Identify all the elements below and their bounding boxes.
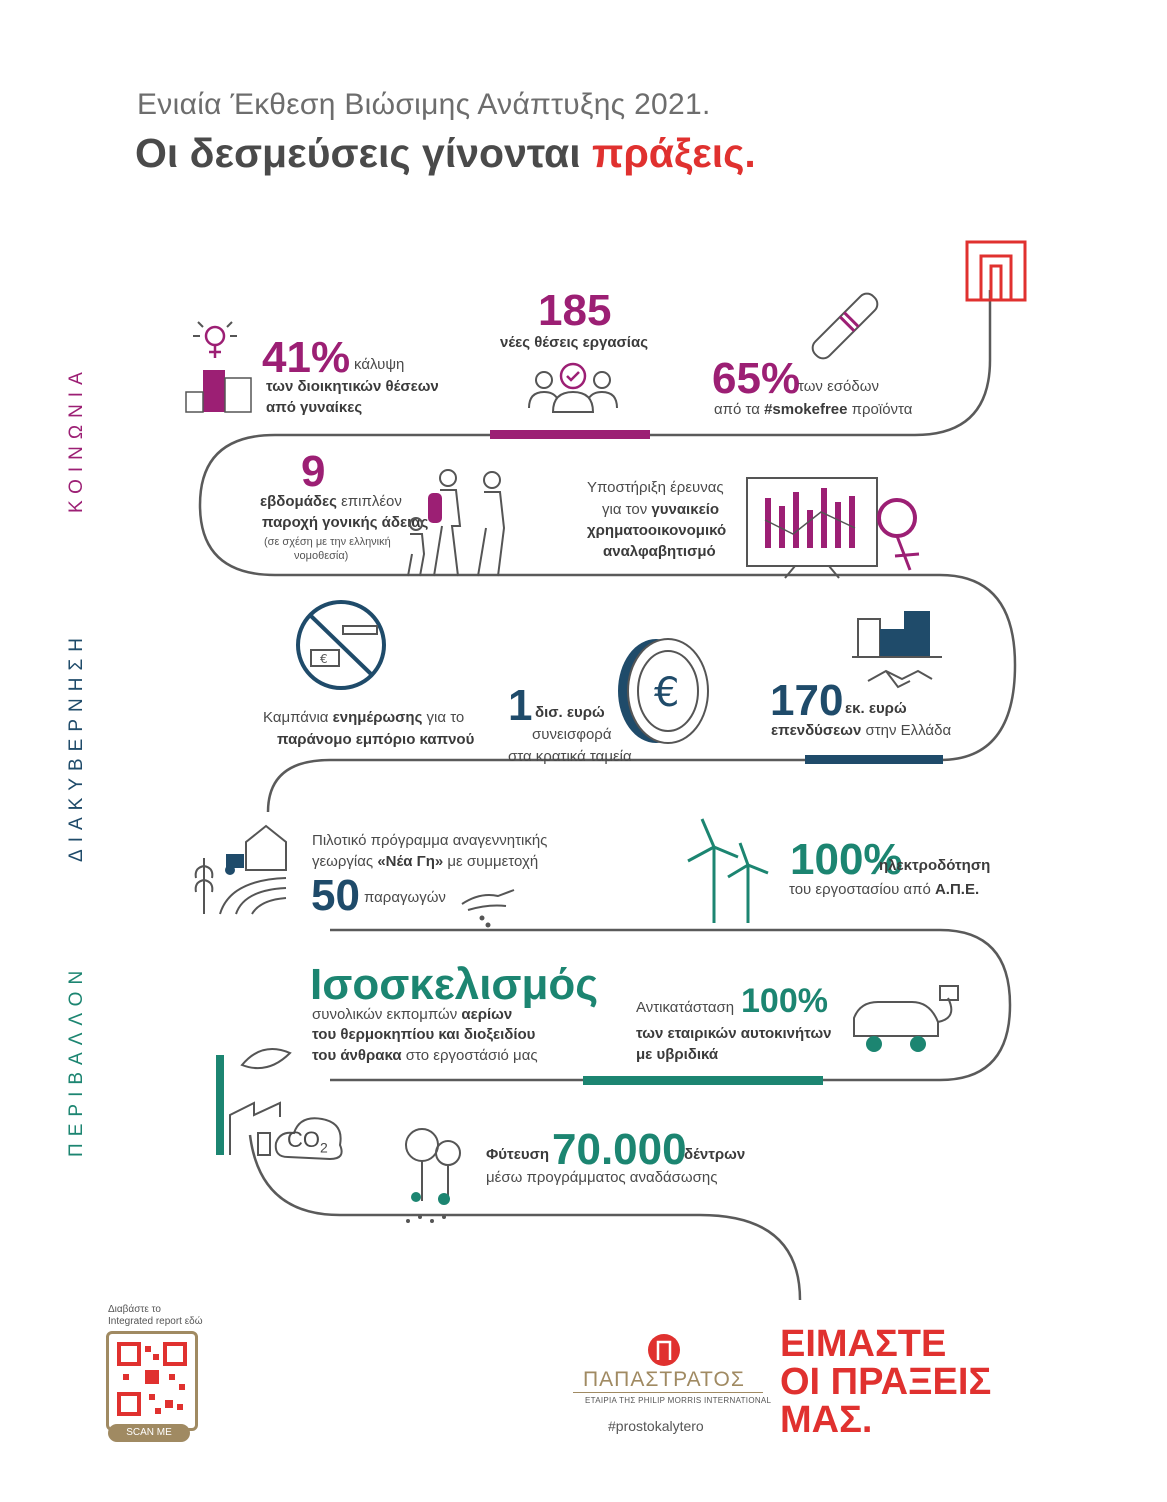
brand-name: ΠΑΠΑΣΤΡΑΤΟΣ bbox=[583, 1368, 745, 1391]
agri-line1: Πιλοτικό πρόγραμμα αναγεννητικής bbox=[312, 832, 548, 849]
svg-text:€: € bbox=[654, 670, 680, 716]
papastratos-logo-icon bbox=[965, 240, 1027, 302]
page-title bbox=[135, 130, 756, 177]
scan-me-button[interactable]: SCAN ME bbox=[108, 1424, 190, 1442]
no-illegal-trade-icon bbox=[293, 598, 393, 693]
brand-divider bbox=[573, 1392, 763, 1393]
papastratos-emblem-icon bbox=[647, 1332, 681, 1368]
women-stat-line3: από γυναίκες bbox=[266, 399, 363, 416]
leave-note-line2: νομοθεσία) bbox=[294, 550, 349, 562]
family-walking-icon bbox=[400, 468, 515, 580]
section-label-society: ΚΟΙΝΩΝΙΑ bbox=[66, 365, 87, 513]
contribution-line2: συνεισφορά bbox=[532, 726, 612, 743]
people-check-icon bbox=[527, 360, 619, 416]
brand-subline: ΕΤΑΙΡΙΑ ΤΗΣ PHILIP MORRIS INTERNATIONAL bbox=[585, 1396, 772, 1405]
offset-line3: του άνθρακα στο εργοστάσιό μας bbox=[312, 1047, 538, 1064]
cars-line1: Αντικατάσταση bbox=[636, 999, 735, 1016]
slogan-line2: ΟΙ ΠΡΑΞΕΙΣ bbox=[780, 1361, 992, 1403]
slogan-line1: ΕΙΜΑΣΤΕ bbox=[780, 1323, 947, 1365]
contribution-value: 1 bbox=[508, 681, 533, 730]
svg-text:€: € bbox=[320, 652, 328, 666]
hashtag: #prostokalytero bbox=[608, 1418, 704, 1434]
energy-value: 100% bbox=[790, 835, 903, 884]
energy-unit: ηλεκτροδότηση bbox=[879, 857, 991, 874]
jobs-stat-label: νέες θέσεις εργασίας bbox=[500, 334, 649, 351]
trees-seeding-icon bbox=[398, 1125, 473, 1230]
campaign-line2: παράνομο εμπόριο καπνού bbox=[277, 731, 475, 748]
board-chart-female-icon bbox=[745, 470, 930, 580]
agri-value: 50 bbox=[311, 871, 360, 920]
qr-code-icon bbox=[109, 1334, 195, 1428]
research-line3: χρηματοοικονομικό bbox=[587, 522, 727, 539]
smokefree-stat-value: 65% bbox=[712, 354, 801, 403]
women-stat-line2: των διοικητικών θέσεων bbox=[266, 378, 439, 395]
leave-stat-line1: εβδομάδες επιπλέον bbox=[260, 493, 402, 510]
energy-line2: του εργοστασίου από Α.Π.Ε. bbox=[789, 881, 980, 898]
title-accent: πράξεις. bbox=[592, 130, 756, 176]
farm-tractor-wheat-icon bbox=[190, 818, 295, 916]
smokefree-stat-line1: των εσόδων bbox=[798, 378, 879, 395]
female-symbol-buildings-icon bbox=[183, 316, 258, 414]
investment-value: 170 bbox=[770, 676, 844, 725]
contribution-line3: στα κρατικά ταμεία bbox=[508, 748, 632, 765]
investment-line2: επενδύσεων στην Ελλάδα bbox=[771, 722, 952, 739]
section-label-governance: ΔΙΑΚΥΒΕΡΝΗΣΗ bbox=[66, 631, 87, 862]
trees-value: 70.000 bbox=[552, 1125, 687, 1174]
research-line2: για τον γυναικείο bbox=[602, 501, 720, 518]
title-main: Οι δεσμεύσεις γίνονται bbox=[135, 130, 593, 176]
wind-turbines-icon bbox=[680, 815, 780, 925]
research-line4: αναλφαβητισμό bbox=[603, 543, 716, 560]
euro-coin-icon bbox=[610, 636, 712, 746]
qr-code[interactable] bbox=[106, 1331, 198, 1431]
co2-label: $CO_2$ bbox=[287, 1127, 328, 1156]
heated-tobacco-device-icon bbox=[805, 287, 885, 365]
cars-line2: των εταιρικών αυτοκινήτων bbox=[636, 1025, 832, 1042]
buildings-handshake-icon bbox=[850, 605, 945, 695]
women-stat-line1: κάλυψη bbox=[354, 356, 405, 373]
agri-unit: παραγωγών bbox=[364, 889, 446, 906]
cars-value: 100% bbox=[741, 982, 828, 1020]
offset-line2: του θερμοκηπίου και διοξειδίου bbox=[312, 1026, 536, 1043]
electric-car-plug-icon bbox=[848, 978, 966, 1060]
investment-unit: εκ. ευρώ bbox=[845, 700, 907, 717]
factory-leaf-co2-icon bbox=[210, 1035, 350, 1165]
slogan-line3: ΜΑΣ. bbox=[780, 1399, 873, 1441]
hand-seeds-icon bbox=[460, 882, 520, 930]
qr-line1: Διαβάστε το bbox=[108, 1304, 161, 1315]
offset-line1: συνολικών εκπομπών αερίων bbox=[312, 1006, 513, 1023]
cars-line3: με υβριδικά bbox=[636, 1046, 719, 1063]
research-line1: Υποστήριξη έρευνας bbox=[587, 479, 724, 496]
slogan bbox=[780, 1325, 991, 1439]
qr-line2: Integrated report εδώ bbox=[108, 1316, 203, 1327]
trees-line2: μέσω προγράμματος αναδάσωσης bbox=[486, 1169, 718, 1186]
leave-stat-line2: παροχή γονικής άδειας bbox=[262, 514, 429, 531]
report-subtitle: Ενιαία Έκθεση Βιώσιμης Ανάπτυξης 2021. bbox=[137, 88, 711, 121]
agri-line2: γεωργίας «Νέα Γη» με συμμετοχή bbox=[312, 853, 539, 870]
trees-post: δέντρων bbox=[684, 1146, 746, 1163]
section-label-environment: ΠΕΡΙΒΑΛΛΟΝ bbox=[66, 963, 87, 1157]
campaign-line1: Καμπάνια ενημέρωσης για το bbox=[263, 709, 465, 726]
smokefree-stat-line2: από τα #smokefree προϊόντα bbox=[714, 401, 913, 418]
jobs-stat-value: 185 bbox=[538, 286, 612, 335]
contribution-unit: δισ. ευρώ bbox=[535, 704, 605, 721]
offset-headline: Ισοσκελισμός bbox=[310, 960, 599, 1009]
leave-note-line1: (σε σχέση με την ελληνική bbox=[264, 536, 391, 548]
leave-stat-value: 9 bbox=[301, 447, 326, 496]
women-stat-value: 41% bbox=[262, 333, 351, 382]
trees-pre: Φύτευση bbox=[486, 1146, 550, 1163]
